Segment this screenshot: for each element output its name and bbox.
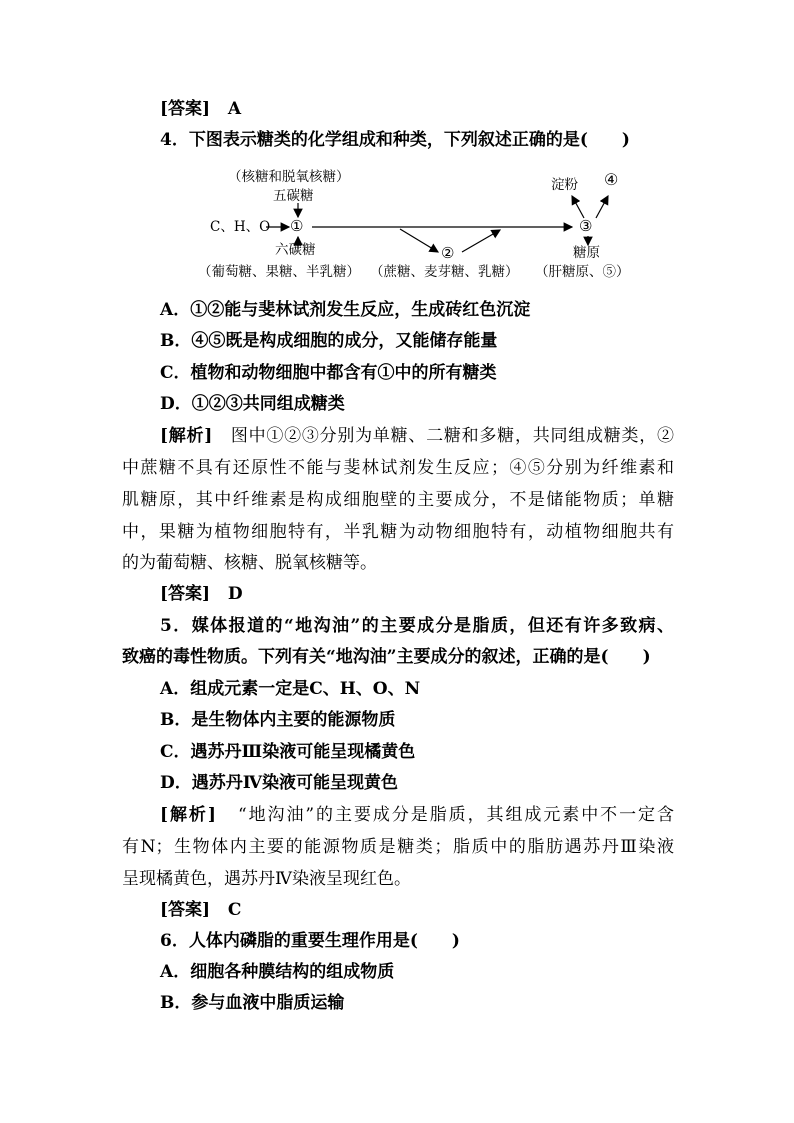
q6-stem: 6．人体内磷脂的重要生理作用是( ) xyxy=(160,931,460,951)
node-4: ④ xyxy=(604,170,619,189)
analysis-label: [解析] xyxy=(160,426,213,446)
q4-option-b: B．④⑤既是构成细胞的成分，又能储存能量 xyxy=(160,331,498,351)
q4-option-a: A．①②能与斐林试剂发生反应，生成砖红色沉淀 xyxy=(160,300,531,320)
q5-analysis-line-3: 呈现橘黄色，遇苏丹Ⅳ染液呈现红色。 xyxy=(122,869,411,889)
q4-analysis-line-1: [解析] 图中①②③分别为单糖、二糖和多糖，共同组成糖类，② xyxy=(160,426,674,446)
q5-stem-line-2: 致癌的毒性物质。下列有关“地沟油”主要成分的叙述，正确的是( ) xyxy=(122,647,651,667)
starch-label: 淀粉 xyxy=(551,177,578,193)
pentose-label: 五碳糖 xyxy=(273,188,314,204)
answer-value: C xyxy=(227,900,242,920)
node-1: ① xyxy=(290,217,304,235)
q5-analysis-line-1: [解析] “地沟油”的主要成分是脂质，其组成元素中不一定含 xyxy=(160,805,674,825)
q5-stem-line-1: 5．媒体报道的“地沟油”的主要成分是脂质，但还有许多致病、 xyxy=(160,616,674,636)
answer-label: [答案] xyxy=(160,584,211,604)
answer-value: D xyxy=(227,584,243,604)
node-2: ② xyxy=(441,244,455,262)
answer-value: A xyxy=(227,99,242,119)
q5-option-a: A．组成元素一定是C、H、O、N xyxy=(160,679,421,699)
q6-option-b: B．参与血液中脂质运输 xyxy=(160,993,345,1013)
diagram-arrows xyxy=(0,0,794,300)
hexose-label: 六碳糖 xyxy=(275,242,316,258)
disaccharide-examples: （蔗糖、麦芽糖、乳糖） xyxy=(370,264,519,280)
q6-option-a: A．细胞各种膜结构的组成物质 xyxy=(160,962,395,982)
elements-label: C、H、O xyxy=(210,219,271,235)
q4-option-d: D．①②③共同组成糖类 xyxy=(160,394,345,414)
hexose-examples: （葡萄糖、果糖、半乳糖） xyxy=(198,264,360,280)
q5-option-c: C．遇苏丹Ⅲ染液可能呈现橘黄色 xyxy=(160,742,416,762)
arrow-3-to-starch xyxy=(572,196,584,218)
arrow-2-to-3 xyxy=(462,230,500,252)
analysis-label: [解析] xyxy=(160,805,216,825)
arrow-1-to-2 xyxy=(400,229,438,252)
q5-option-b: B．是生物体内主要的能源物质 xyxy=(160,710,396,730)
q4-analysis-line-4: 中，果糖为植物细胞特有，半乳糖为动物细胞特有，动植物细胞共有 xyxy=(122,522,674,542)
q5-option-d: D．遇苏丹Ⅳ染液可能呈现黄色 xyxy=(160,773,399,793)
q5-analysis-line-2: 有N；生物体内主要的能源物质是糖类；脂质中的脂肪遇苏丹Ⅲ染液 xyxy=(122,837,674,857)
glycogen-label: 糖原 xyxy=(573,245,600,261)
q4-analysis-line-3: 肌糖原，其中纤维素是构成细胞壁的主要成分，不是储能物质；单糖 xyxy=(122,490,674,510)
q4-option-c: C．植物和动物细胞中都含有①中的所有糖类 xyxy=(160,363,497,383)
answer-label: [答案] xyxy=(160,99,211,119)
answer-label: [答案] xyxy=(160,900,211,920)
pentose-examples: （核糖和脱氧核糖） xyxy=(228,169,350,185)
q4-analysis-line-5: 的为葡萄糖、核糖、脱氧核糖等。 xyxy=(122,553,377,573)
q4-analysis-line-2: 中蔗糖不具有还原性不能与斐林试剂发生反应；④⑤分别为纤维素和 xyxy=(122,458,674,478)
q4-stem: 4．下图表示糖类的化学组成和种类，下列叙述正确的是( ) xyxy=(160,130,630,150)
arrow-3-to-4 xyxy=(596,196,608,218)
glycogen-examples: （肝糖原、⑤） xyxy=(535,264,630,280)
q4-answer xyxy=(160,583,243,605)
q5-answer xyxy=(160,899,241,921)
node-3: ③ xyxy=(579,217,593,235)
